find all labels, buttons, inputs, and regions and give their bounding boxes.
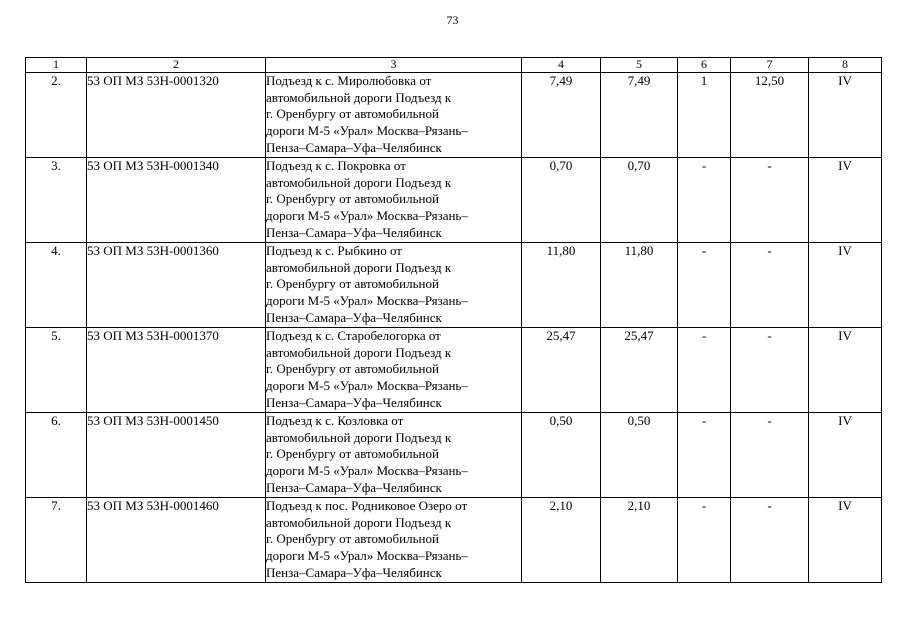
road-name-cell [266, 498, 522, 583]
column-7-cell: - [731, 158, 809, 243]
road-name-line: Пенза–Самара–Уфа–Челябинск [266, 479, 442, 495]
road-name-line: Подъезд к с. Рыбкино от [266, 243, 402, 258]
road-name-line: г. Оренбургу от автомобильной [266, 446, 439, 462]
road-name-cell [266, 413, 522, 498]
row-number-cell: 3. [26, 158, 87, 243]
length-total-cell: 0,50 [522, 413, 601, 498]
header-cell: 7 [731, 58, 809, 73]
road-name-line: Подъезд к с. Козловка от [266, 413, 404, 428]
row-number-cell: 5. [26, 328, 87, 413]
road-name-line: г. Оренбургу от автомобильной [266, 191, 439, 207]
road-name-line: Подъезд к с. Покровка от [266, 158, 406, 173]
road-name-line: Пенза–Самара–Уфа–Челябинск [266, 309, 442, 325]
road-name-line: Подъезд к с. Миролюбовка от [266, 73, 432, 88]
table-row [26, 73, 882, 158]
category-cell: IV [809, 243, 882, 328]
page-number: 73 [446, 13, 459, 27]
road-name-line: Пенза–Самара–Уфа–Челябинск [266, 564, 442, 580]
road-id-cell: 53 ОП МЗ 53Н-0001360 [87, 243, 266, 328]
column-7-cell: - [731, 413, 809, 498]
column-6-cell: 1 [678, 73, 731, 158]
column-6-cell: - [678, 243, 731, 328]
road-id-cell: 53 ОП МЗ 53Н-0001340 [87, 158, 266, 243]
length-total-cell: 25,47 [522, 328, 601, 413]
road-id-cell: 53 ОП МЗ 53Н-0001460 [87, 498, 266, 583]
column-6-cell: - [678, 413, 731, 498]
header-cell: 6 [678, 58, 731, 73]
road-name-line: автомобильной дороги Подъезд к [266, 429, 452, 445]
header-cell: 8 [809, 58, 882, 73]
length-cell: 11,80 [601, 243, 678, 328]
row-number-cell: 2. [26, 73, 87, 158]
road-name-line: г. Оренбургу от автомобильной [266, 361, 439, 377]
row-number-cell: 7. [26, 498, 87, 583]
road-name-line: г. Оренбургу от автомобильной [266, 106, 439, 122]
road-name-line: дороги М-5 «Урал» Москва–Рязань– [266, 548, 468, 564]
category-cell: IV [809, 73, 882, 158]
table-row [26, 413, 882, 498]
road-name-line: Подъезд к с. Старобелогорка от [266, 328, 441, 343]
length-cell: 0,70 [601, 158, 678, 243]
road-name-cell [266, 243, 522, 328]
column-7-cell: 12,50 [731, 73, 809, 158]
road-name-line: Пенза–Самара–Уфа–Челябинск [266, 139, 442, 155]
length-cell: 25,47 [601, 328, 678, 413]
length-cell: 0,50 [601, 413, 678, 498]
road-name-line: Подъезд к пос. Родниковое Озеро от [266, 498, 468, 513]
road-name-cell [266, 73, 522, 158]
column-7-cell: - [731, 328, 809, 413]
road-name-line: автомобильной дороги Подъезд к [266, 89, 452, 105]
road-name-line: автомобильной дороги Подъезд к [266, 174, 452, 190]
header-cell: 1 [26, 58, 87, 73]
length-total-cell: 2,10 [522, 498, 601, 583]
table-row [26, 498, 882, 583]
category-cell: IV [809, 158, 882, 243]
road-name-cell [266, 158, 522, 243]
column-7-cell: - [731, 498, 809, 583]
road-name-line: дороги М-5 «Урал» Москва–Рязань– [266, 378, 468, 394]
roads-table [25, 57, 882, 583]
category-cell: IV [809, 413, 882, 498]
road-name-line: автомобильной дороги Подъезд к [266, 514, 452, 530]
road-id-cell: 53 ОП МЗ 53Н-0001450 [87, 413, 266, 498]
road-name-line: дороги М-5 «Урал» Москва–Рязань– [266, 293, 468, 309]
column-6-cell: - [678, 158, 731, 243]
table-header-row [26, 58, 882, 73]
road-name-line: Пенза–Самара–Уфа–Челябинск [266, 394, 442, 410]
road-name-line: автомобильной дороги Подъезд к [266, 259, 452, 275]
column-6-cell: - [678, 498, 731, 583]
table-row [26, 328, 882, 413]
table-row [26, 243, 882, 328]
table-row [26, 158, 882, 243]
column-7-cell: - [731, 243, 809, 328]
length-total-cell: 11,80 [522, 243, 601, 328]
row-number-cell: 6. [26, 413, 87, 498]
category-cell: IV [809, 328, 882, 413]
road-name-line: дороги М-5 «Урал» Москва–Рязань– [266, 123, 468, 139]
row-number-cell: 4. [26, 243, 87, 328]
road-name-line: дороги М-5 «Урал» Москва–Рязань– [266, 208, 468, 224]
column-6-cell: - [678, 328, 731, 413]
length-cell: 2,10 [601, 498, 678, 583]
length-total-cell: 0,70 [522, 158, 601, 243]
road-name-line: автомобильной дороги Подъезд к [266, 344, 452, 360]
road-id-cell: 53 ОП МЗ 53Н-0001370 [87, 328, 266, 413]
length-cell: 7,49 [601, 73, 678, 158]
road-name-line: г. Оренбургу от автомобильной [266, 531, 439, 547]
road-name-line: Пенза–Самара–Уфа–Челябинск [266, 224, 442, 240]
header-cell: 4 [522, 58, 601, 73]
category-cell: IV [809, 498, 882, 583]
header-cell: 5 [601, 58, 678, 73]
header-cell: 2 [87, 58, 266, 73]
road-name-cell [266, 328, 522, 413]
road-name-line: г. Оренбургу от автомобильной [266, 276, 439, 292]
road-id-cell: 53 ОП МЗ 53Н-0001320 [87, 73, 266, 158]
length-total-cell: 7,49 [522, 73, 601, 158]
header-cell: 3 [266, 58, 522, 73]
road-name-line: дороги М-5 «Урал» Москва–Рязань– [266, 463, 468, 479]
